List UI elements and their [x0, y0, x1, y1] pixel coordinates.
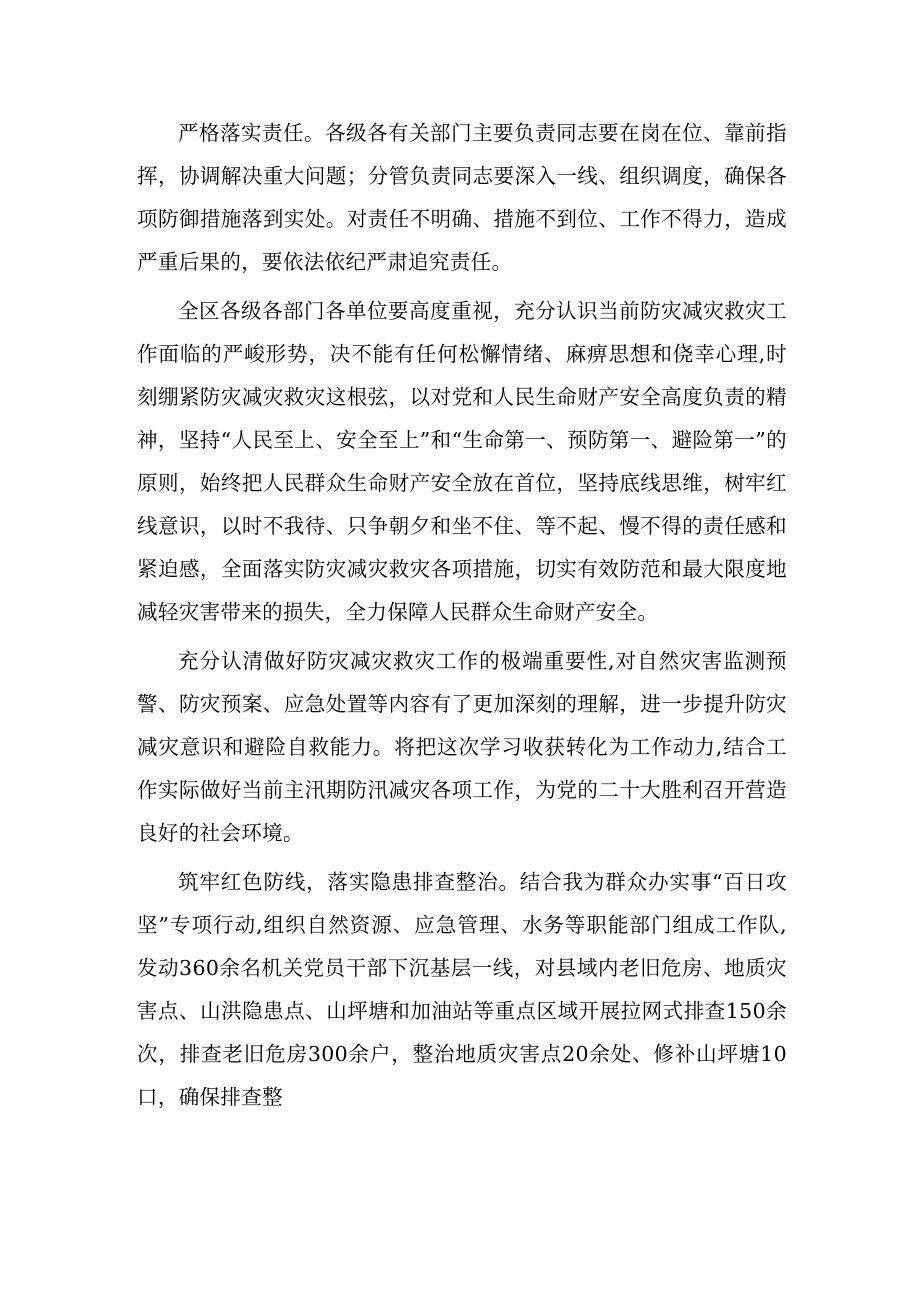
paragraph-importance: 充分认清做好防灾减灾救灾工作的极端重要性,对自然灾害监测预警、防灾预案、应急处置等内容有了更加深刻的理解，进一步提升防灾减灾意识和避险自救能力。将把这次学习收获转化为工作动力,结合工作实际做好当前主汛期防汛减灾各项工作，为党的二十大胜利召开营造良好的社会环境。 — [137, 649, 787, 845]
paragraph-district-priority: 全区各级各部门各单位要高度重视，充分认识当前防灾减灾救灾工作面临的严峻形势，决不能有任何松懈情绪、麻痹思想和侥幸心理,时刻绷紧防灾减灾救灾这根弦，以对党和人民生命财产安全高度负责的精神，坚持“人民至上、安全至上”和“生命第一、预防第一、避险第一”的原则，始终把人民群众生命财产安全放在首位，坚持底线思维，树牢红线意识，以时不我待、只争朝夕和坐不住、等不起、慢不得的责任感和紧迫感，全面落实防灾减灾救灾各项措施，切实有效防范和最大限度地减轻灾害带来的损失，全力保障人民群众生命财产安全。 — [137, 299, 787, 624]
paragraph-hazard-inspection: 筑牢红色防线，落实隐患排查整治。结合我为群众办实事“百日攻坚”专项行动,组织自然资源、应急管理、水务等职能部门组成工作队,发动360余名机关党员干部下沉基层一线，对县域内老旧危房、地质灾害点、山洪隐患点、山坪塘和加油站等重点区域开展拉网式排查150余次，排查老旧危房300余户，整治地质灾害点20余处、修补山坪塘10口，确保排查整 — [137, 870, 787, 1109]
document-body — [137, 112, 787, 1119]
paragraph-responsibility: 严格落实责任。各级各有关部门主要负责同志要在岗在位、靠前指挥，协调解决重大问题；分管负责同志要深入一线、组织调度，确保各项防御措施落到实处。对责任不明确、措施不到位、工作不得力，造成严重后果的，要依法依纪严肃追究责任。 — [137, 121, 787, 274]
